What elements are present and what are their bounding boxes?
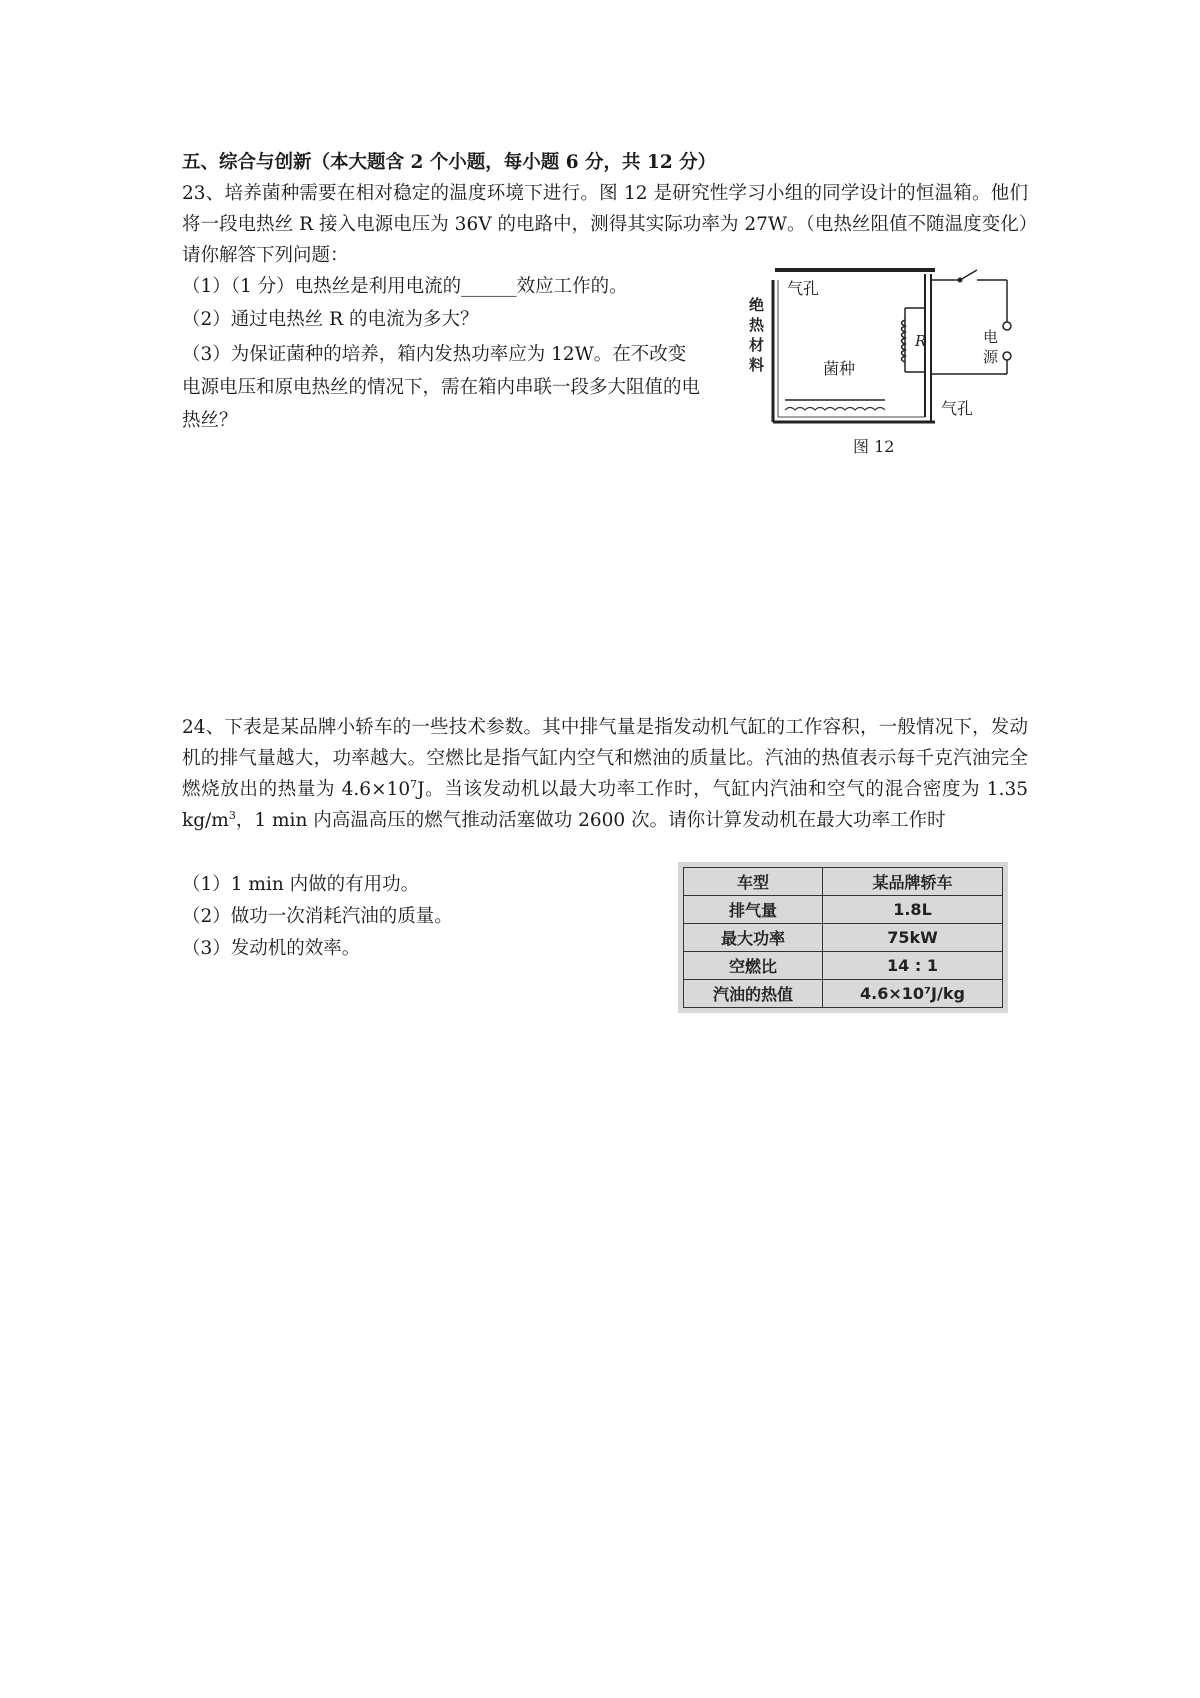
table-cell-parameter: 汽油的热值 bbox=[684, 980, 823, 1008]
section-heading: 五、综合与创新（本大题含 2 个小题，每小题 6 分，共 12 分） bbox=[182, 152, 717, 173]
question-23-part-3: （3）为保证菌种的培养，箱内发热功率应为 12W。在不改变电源电压和原电热丝的情况下，需在箱内串联一段多大阻值的电热丝？ bbox=[182, 344, 701, 431]
table-row bbox=[684, 896, 1003, 924]
q24-intro-part-3: ，1 min 内高温高压的燃气推动活塞做功 2600 次。请你计算发动机在最大功率工作时 bbox=[235, 810, 946, 831]
insulation-label-1: 绝 bbox=[749, 296, 765, 314]
question-24-intro bbox=[182, 712, 1028, 836]
table-cell-value: 75kW bbox=[823, 924, 1003, 952]
table-cell-parameter: 排气量 bbox=[684, 896, 823, 924]
figure-caption: 图 12 bbox=[853, 437, 895, 456]
figure-12-incubator-diagram bbox=[745, 262, 1035, 462]
table-cell-value: 14 : 1 bbox=[823, 952, 1003, 980]
table-cell-value: 某品牌轿车 bbox=[823, 868, 1003, 896]
insulation-label-4: 料 bbox=[749, 356, 765, 374]
q24-intro-part-2: J。当该发动机以最大功率工作时，气缸内汽油和空气的混合密度为 1.35 kg/m bbox=[182, 779, 1028, 831]
table-row bbox=[684, 980, 1003, 1008]
q24-exponent-2: 3 bbox=[228, 808, 236, 822]
question-23-intro: 23、培养菌种需要在相对稳定的温度环境下进行。图 12 是研究性学习小组的同学设计的恒温箱。他们将一段电热丝 R 接入电源电压为 36V 的电路中，测得其实际功率为 27W。（电热丝阻值不随温度变化）请你解答下列问题： bbox=[182, 183, 1028, 266]
q24-exponent-1: 7 bbox=[410, 777, 418, 791]
table-cell-parameter: 空燃比 bbox=[684, 952, 823, 980]
insulation-label-3: 材 bbox=[749, 336, 765, 354]
table-row bbox=[684, 868, 1003, 896]
table-row bbox=[684, 952, 1003, 980]
q24-intro-part-1: 24、下表是某品牌小轿车的一些技术参数。其中排气量是指发动机气缸的工作容积，一般情况下，发动机的排气量越大，功率越大。空燃比是指气缸内空气和燃油的质量比。汽油的热值表示每千克汽油完全燃烧放出的热量为 4.6×10 bbox=[182, 717, 1028, 800]
question-23-part-1: （1）（1 分）电热丝是利用电流的______效应工作的。 bbox=[182, 276, 628, 297]
power-source-label-2: 源 bbox=[983, 348, 999, 366]
question-24-part-2: （2）做功一次消耗汽油的质量。 bbox=[182, 906, 453, 927]
question-24-part-3: （3）发动机的效率。 bbox=[182, 938, 361, 959]
top-vent-label: 气孔 bbox=[787, 279, 820, 298]
power-source-label-1: 电 bbox=[983, 328, 999, 346]
table-cell-parameter: 最大功率 bbox=[684, 924, 823, 952]
insulation-label-2: 热 bbox=[749, 316, 765, 334]
table-cell-value: 1.8L bbox=[823, 896, 1003, 924]
culture-label: 菌种 bbox=[823, 359, 856, 378]
table-row bbox=[684, 924, 1003, 952]
question-23-part-2: （2）通过电热丝 R 的电流为多大？ bbox=[182, 309, 479, 330]
table-cell-parameter: 车型 bbox=[684, 868, 823, 896]
bottom-vent-label: 气孔 bbox=[941, 399, 974, 418]
resistor-label: R bbox=[915, 332, 927, 350]
car-parameter-table bbox=[678, 862, 1008, 1013]
question-24-part-1: （1）1 min 内做的有用功。 bbox=[182, 874, 420, 895]
table-cell-value: 4.6×10⁷J/kg bbox=[823, 980, 1003, 1008]
